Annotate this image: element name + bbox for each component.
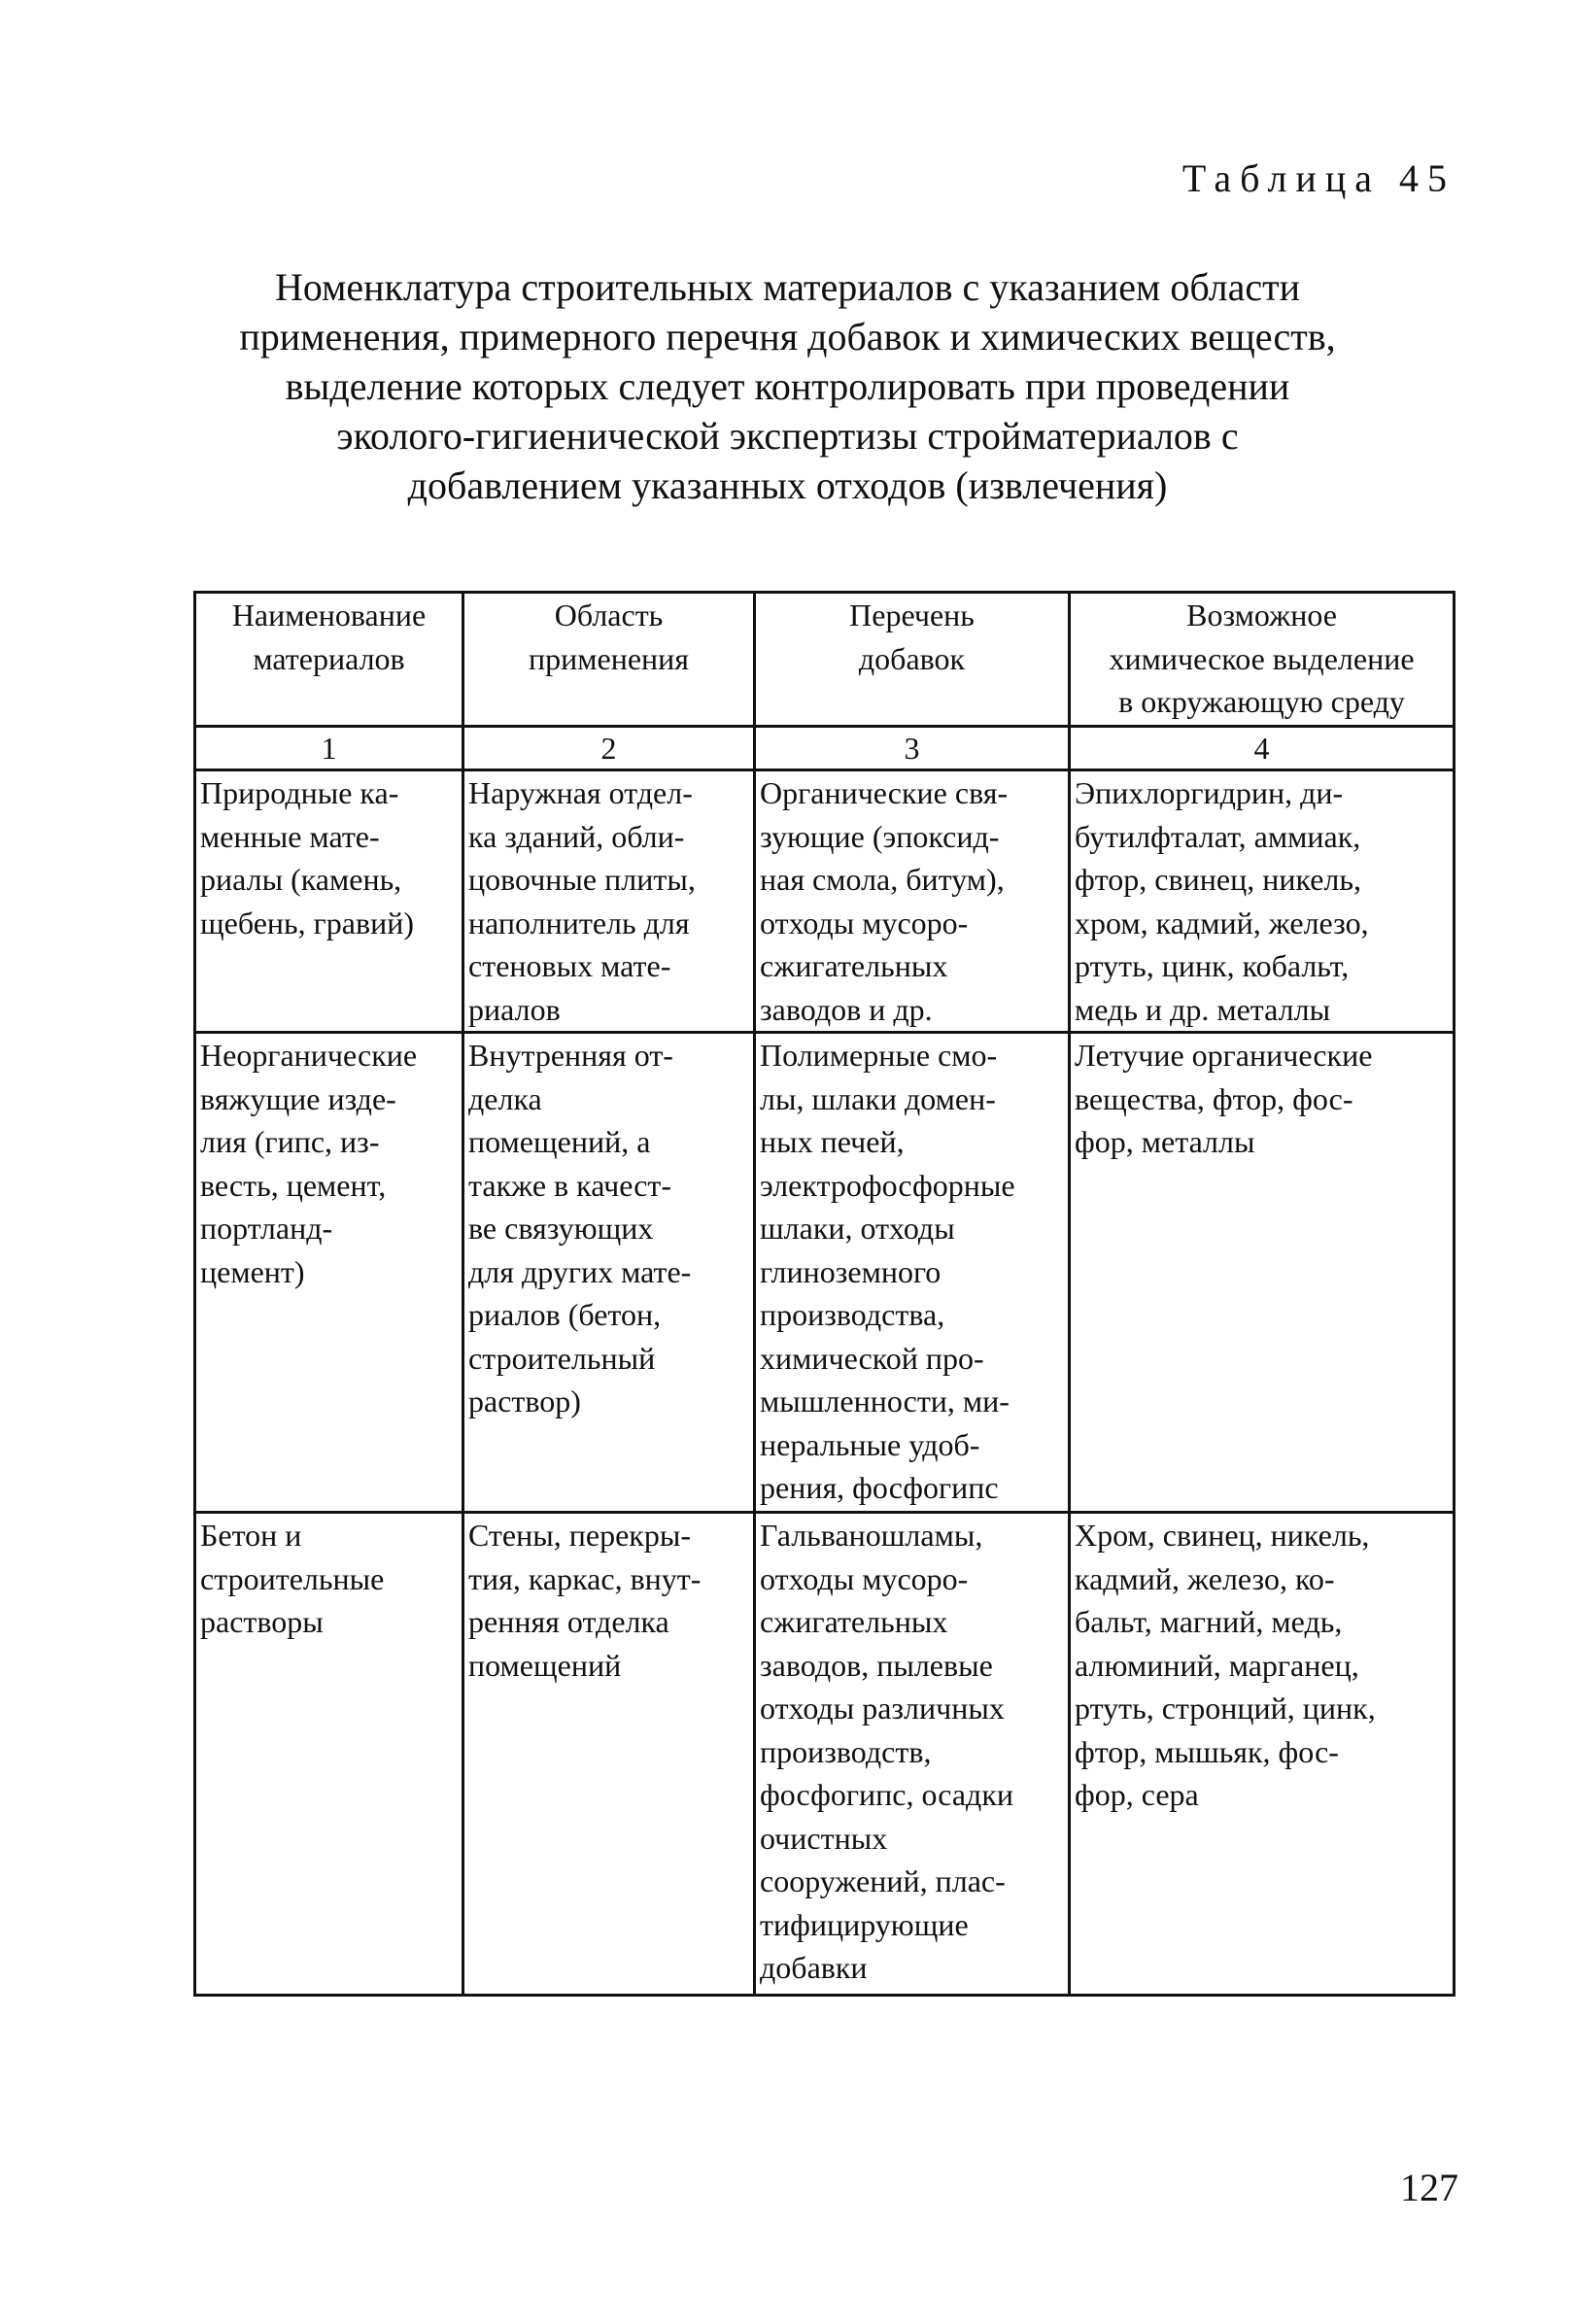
table-label: Таблица 45 — [1181, 156, 1455, 200]
title-line: Номенклатура строительных материалов с указанием области — [274, 265, 1301, 309]
materials-table — [193, 591, 1455, 1997]
column-number: 4 — [1070, 727, 1455, 770]
table-cell: Полимерные смо- лы, шлаки домен- ных печей, электрофосфорные шлаки, отходы глиноземного производства, химической про- мышленности, ми- неральные удоб- рения, фосфогипс — [755, 1033, 1070, 1513]
header-additives: Перечень добавок — [755, 593, 1070, 727]
title-line: применения, примерного перечня добавок и химических веществ, — [239, 315, 1336, 359]
table-cell: Гальваношламы, отходы мусоро- сжигательных заводов, пылевые отходы различных производств, фосфогипс, осадки очистных сооружений, плас- тифицирующие добавки — [755, 1513, 1070, 1996]
title-line: эколого-гигиенической экспертизы стройматериалов с — [336, 414, 1239, 458]
table-cell: Стены, перекры- тия, каркас, внут- ренняя отделка помещений — [463, 1513, 755, 1996]
table-row — [195, 1033, 1455, 1513]
header-materials: Наименование материалов — [195, 593, 463, 727]
table-cell: Хром, свинец, никель, кадмий, железо, ко- бальт, магний, медь, алюминий, марганец, ртуть, стронций, цинк, фтор, мышьяк, фос- фор, сера — [1070, 1513, 1455, 1996]
table-cell: Неорганические вяжущие изде- лия (гипс, из- весть, цемент, портланд- цемент) — [195, 1033, 463, 1513]
table-cell: Внутренняя от- делка помещений, а также в качест- ве связующих для других мате- риалов (бетон, строительный раствор) — [463, 1033, 755, 1513]
title-line: добавлением указанных отходов (извлечения) — [407, 463, 1168, 507]
table-cell: Бетон и строительные растворы — [195, 1513, 463, 1996]
table-row — [195, 770, 1455, 1033]
header-emissions: Возможное химическое выделение в окружающую среду — [1070, 593, 1455, 727]
column-number: 1 — [195, 727, 463, 770]
page-number: 127 — [1400, 2166, 1458, 2209]
table-row — [195, 1513, 1455, 1996]
column-number-row — [195, 727, 1455, 770]
title-line: выделение которых следует контролировать при проведении — [285, 364, 1290, 408]
column-number: 3 — [755, 727, 1070, 770]
table-cell: Органические свя- зующие (эпоксид- ная смола, битум), отходы мусоро- сжигательных заводов и др. — [755, 770, 1070, 1033]
table-header-row — [195, 593, 1455, 727]
table-cell: Эпихлоргидрин, ди- бутилфталат, аммиак, фтор, свинец, никель, хром, кадмий, железо, ртуть, цинк, кобальт, медь и др. металлы — [1070, 770, 1455, 1033]
table-cell: Летучие органические вещества, фтор, фос- фор, металлы — [1070, 1033, 1455, 1513]
table-cell: Природные ка- менные мате- риалы (камень, щебень, гравий) — [195, 770, 463, 1033]
table-cell: Наружная отдел- ка зданий, обли- цовочные плиты, наполнитель для стеновых мате- риалов — [463, 770, 755, 1033]
column-number: 2 — [463, 727, 755, 770]
header-application: Область применения — [463, 593, 755, 727]
document-title — [117, 262, 1458, 510]
